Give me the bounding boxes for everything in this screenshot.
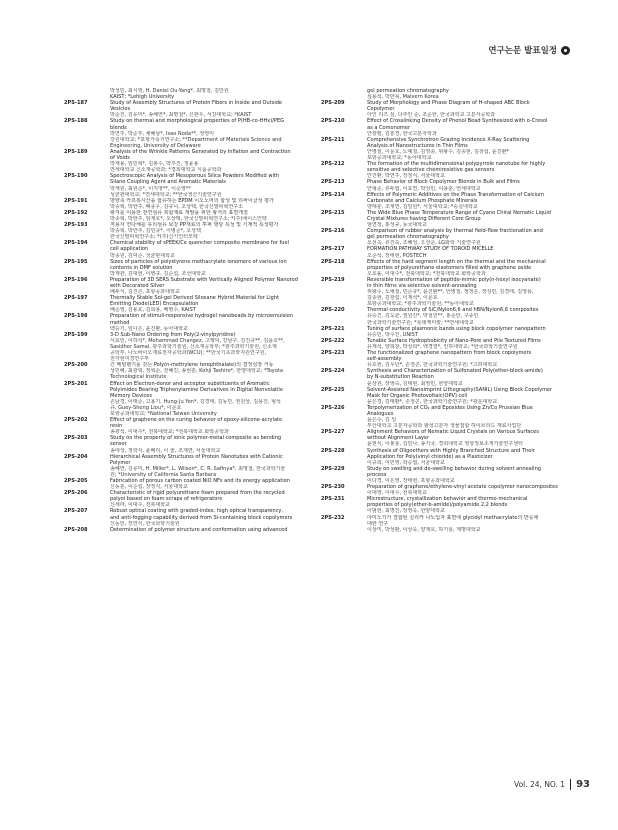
poster-code: 2PS-225: [321, 386, 345, 393]
poster-code: 2PS-204: [64, 453, 88, 460]
poster-code: 2PS-220: [321, 307, 345, 314]
title-line: Comparison of rubber analysis by thermal field-flow fractionation and: [367, 228, 543, 235]
author-line: 송혜연, 김유미, H. Miller*, L. Wilson*, C. R. Safinya*, 최명철, 한국과학기술: [110, 465, 286, 472]
schedule-entry: [321, 277, 573, 307]
title-line: FORMATION PATHWAY STUDY OF TOROID MICELLE: [367, 246, 494, 253]
title-line: Study on swelling and de-swelling behavior during solvent annealing: [367, 465, 541, 472]
author-line: 안진환, 박연주, 장정식, 서울대학교: [367, 173, 445, 180]
title-line: Analogues: [367, 410, 394, 417]
title-line: Mask for Organic Photovoltaic(OPV) cell: [367, 392, 468, 399]
schedule-entry: [321, 496, 573, 514]
author-line: 연세대학교 신소재공학과; *경희대학교 식품공학과: [110, 167, 222, 174]
poster-code: 2PS-191: [64, 197, 88, 204]
poster-code: 2PS-196: [64, 276, 88, 283]
poster-code: 2PS-227: [321, 429, 345, 436]
poster-code: 2PS-216: [321, 228, 345, 235]
poster-code: 2PS-205: [64, 478, 88, 484]
author-line: 포항공과대학교; *광주과학기술원; **동아대학교: [367, 301, 474, 308]
author-line: 아인 리즈 심, 다추안 순, 조준한, 한국과학교 고분자공학과: [367, 112, 496, 119]
author-line: 성균관대학교; *연세대학교; **한국생산기술연구원: [110, 191, 222, 198]
page-header: [488, 44, 570, 56]
schedule-entry: [321, 137, 573, 161]
title-line: Application for Poly(vinyl chloride) as a Plasticizer: [367, 453, 493, 460]
title-line: Synthesis of Oligoethers with Highly Branched Structure and Their: [367, 447, 535, 454]
title-line: Tuning of surface plasmonic bands using block copolymer nanopattern: [367, 325, 546, 332]
title-line: Polymer: [110, 459, 131, 466]
author-line: 송대성, 정학식, 윤배리, 이 술, 조재연, 서울대학교: [110, 447, 221, 454]
poster-code: 2PS-193: [64, 222, 88, 229]
poster-code: 2PS-219: [321, 276, 345, 283]
title-line: Preparation of graphene/ethylene-vinyl acetate copolymer nanocomposites: [367, 484, 558, 491]
author-line: 박종혁, 박한주, 김민규*, 이병준*, 오상택: [110, 228, 202, 235]
title-line: Crystal Mixtures having Different Core Group: [367, 215, 481, 222]
title-line: The Wide Blue Phase Temperature Range of Cyano Chiral Nematic Liquid: [367, 209, 551, 216]
title-line: Thermally Stable Sol-gel Derived Siloxane Hybrid Material for Light: [110, 295, 280, 302]
author-line: 전자현미경연구부: [110, 356, 150, 363]
title-line: by N-substitution Reaction: [367, 374, 434, 381]
title-line: Study on the property of ionic polymer-metal composite as bending: [110, 435, 282, 442]
volume-info: Vol. 24, NO. 1: [514, 780, 566, 789]
title-line: Determination of polymer structure and conformation using advanced: [110, 526, 288, 533]
title-line: Terpolymerization of CO₂ and Epoxides Using Zn/Co Prussian Blue: [367, 404, 533, 411]
poster-code: 2PS-230: [321, 484, 345, 491]
author-line: 박순진, 김유미*, 송혜연*, 최명철*, 신관우, 서강대학교; *KAIST: [110, 112, 252, 119]
title-line: with Decorated Silver: [110, 283, 165, 289]
author-line: 포항공과대학교; *동아대학교: [367, 155, 432, 162]
schedule-entry: [321, 448, 573, 466]
title-line: Silane Coupling Agent and Aromatic Materials: [110, 179, 226, 186]
author-line: Engineering, University of Delaware: [110, 142, 201, 149]
title-line: properties of polyurethane elastomers filled with graphene oxide: [367, 264, 532, 271]
title-line: 방향족 카르복시산을 함유하는 EPDM 이오노머의 합성 및 리싸이클성 평가: [110, 197, 274, 204]
schedule-entry: [64, 198, 316, 210]
author-line: 박종원, 김덕준, 성균관대학교: [110, 252, 175, 259]
title-line: sensor: [110, 441, 127, 448]
poster-code: 2PS-226: [321, 404, 345, 411]
poster-code: 2PS-213: [321, 179, 345, 186]
author-line: 유승민, 박수진, UNIST: [367, 331, 418, 338]
page-footer: [514, 779, 590, 790]
title-line: 대한 연구: [367, 520, 389, 527]
author-line: 심용석, 박한묵, Malvern Korea: [367, 94, 439, 101]
author-line: 이상미, 박성환, 이상욱, 양재호, 하기룡, 계명대학교: [367, 526, 481, 533]
title-line: in thin films via selective solvent-annealing: [367, 283, 477, 289]
poster-code: 2PS-199: [64, 331, 88, 338]
schedule-entry: [64, 277, 316, 295]
poster-code: 2PS-200: [64, 362, 88, 369]
title-line: polyol based on foam scraps of refrigerators: [110, 496, 223, 503]
author-line: 위왕수, 노예철, 민준규*, 윤진환**, 안병철, 정정운, 정성민, 김경태, 김영용,: [367, 289, 534, 296]
poster-code: 2PS-215: [321, 209, 345, 216]
title-line: Alignment Behaviors of Nematic Liquid Crystals on Various Surfaces: [367, 429, 539, 436]
title-line: 저용자 연다체를 유리섬유 보강 PP재료의 투퍼 탱탕 특성 및 기계적 특성평가: [110, 222, 279, 229]
title-line: Robust optical coating with graded-index, high optical transparency,: [110, 508, 283, 515]
author-line: 엄연정, 홍성규, 동국대학교: [367, 222, 428, 229]
poster-code: 2PS-195: [64, 258, 88, 265]
page-number: 93: [576, 779, 590, 790]
schedule-entry: [321, 118, 573, 136]
title-line: method: [110, 319, 130, 326]
poster-code: 2PS-188: [64, 118, 88, 125]
poster-code: 2PS-229: [321, 465, 345, 472]
title-line: Synthesis and Characterization of Sulfonated Poly(ether-block-amide): [367, 368, 543, 375]
title-line: properties of poly(ether-b-amide)/polyamide 2,2 blends: [367, 502, 508, 509]
author-line: 윤은수, 김 일: [367, 417, 397, 424]
title-line: and anti-fogging capability derived from Si-containing block copolymers: [110, 514, 293, 521]
poster-code: 2PS-232: [321, 514, 345, 521]
title-line: Solvent-Assisted Nanoimprint Lithography(SANIL) Using Block Copolymer: [367, 386, 553, 393]
poster-code: 2PS-222: [321, 337, 345, 344]
author-line: 포항공과대학교; *National Taiwan University: [110, 410, 217, 417]
title-line: gel permeation chromatography: [367, 88, 449, 94]
circle-bullet-icon: [561, 46, 570, 55]
poster-code: 2PS-192: [64, 209, 88, 216]
title-line: as a Comonomer: [367, 124, 411, 131]
title-line: Effects of Polymeric Additives on the Phase Transformation of Calcium: [367, 191, 545, 198]
title-line: Spectroscopic Analysis of Mesoporous Silica Powders Modified with: [110, 173, 280, 180]
title-line: 왕겨를 이용한 천연섬유 복합재료 개발을 위한 왕겨의 표면개질: [110, 209, 248, 216]
schedule-entry: [321, 405, 573, 429]
author-line: 박종혁, 박한주, 배종우, 김규니, 오상택, 한국신발피혁연구소: [110, 203, 244, 210]
schedule-entry: [321, 515, 573, 533]
poster-code: 2PS-224: [321, 368, 345, 375]
schedule-entry: [321, 484, 573, 496]
schedule-entry: [64, 222, 316, 240]
poster-code: 2PS-201: [64, 380, 88, 387]
schedule-entry: [321, 100, 573, 118]
schedule-entry: [64, 332, 316, 362]
schedule-entry: [64, 362, 316, 380]
author-line: 박재용, 임민혁*, 김봉수, 박후진, 정윤용: [110, 161, 199, 168]
schedule-entry: [64, 295, 316, 313]
poster-code: 2PS-197: [64, 295, 88, 302]
author-line: 박연주, 박준후, 채혜남*, Isao Noda**, 정영미: [110, 130, 214, 137]
title-line: resin: [110, 423, 123, 430]
poster-code: 2PS-211: [321, 136, 345, 143]
title-line: Hierarchical Assembly Structures of Protein Nanotubes with Cationic: [110, 453, 283, 460]
author-line: 원; *University of California Santa Barbara: [110, 471, 217, 478]
schedule-entry: [321, 429, 573, 447]
author-line: 신동민, 장연식, 한국과학기술원: [110, 520, 180, 527]
footer-divider: [570, 779, 571, 790]
schedule-entry: [321, 368, 573, 386]
title-line: The formation of the multidimensional polypyrrole nanotube for highly: [367, 161, 546, 168]
poster-code: 2PS-212: [321, 161, 345, 168]
title-line: The functionalized graphene nanopattern from block copolymers: [367, 350, 532, 357]
schedule-entry: [321, 387, 573, 405]
right-column: [321, 88, 573, 533]
schedule-entry: [64, 381, 316, 418]
author-line: 배두식, 김진곤, 포항공과대학교: [110, 289, 180, 296]
poster-code: 2PS-214: [321, 191, 345, 198]
author-line: 이대영, 이대수, 전북대학교: [367, 490, 428, 497]
schedule-entry: [64, 149, 316, 173]
schedule-entry: [321, 161, 573, 179]
schedule-entry: [321, 307, 573, 325]
schedule-entry: [321, 179, 573, 191]
schedule-entry: [64, 527, 316, 533]
title-line: cell application: [110, 246, 149, 253]
title-line: Study of Morphology and Phase Diagram of H-shaped ABC Block: [367, 100, 530, 107]
title-line: Emitting Diode(LED) Encapsulation: [110, 301, 199, 308]
poster-code: 2PS-207: [64, 508, 88, 515]
schedule-entry: [64, 435, 316, 453]
title-line: Preparation of 3D SERS Substrate with Vertically Aligned Polymer Nanorod: [110, 276, 298, 283]
schedule-entry: [321, 326, 573, 338]
poster-code: 2PS-217: [321, 246, 345, 253]
poster-code: 2PS-189: [64, 148, 88, 155]
poster-code: 2PS-194: [64, 240, 88, 247]
author-line: 오선옥, 류진숙, 조혜성, 오성준, LG화학 기술연구원: [367, 240, 481, 247]
poster-code: 2PS-209: [321, 100, 345, 107]
title-line: Analysis of the Wrinkle Patterns Generated by Inflation and Contraction: [110, 148, 291, 155]
author-line: 박성민, 최시영, H. Daniel Ou-Yang*, 최명철, 김만원: [110, 88, 229, 94]
schedule-entry: [64, 508, 316, 526]
schedule-entry: [321, 192, 573, 210]
poster-code: 2PS-228: [321, 447, 345, 454]
author-line: 신세라, 이대수, 전북대학교: [110, 502, 171, 509]
poster-code: 2PS-206: [64, 490, 88, 497]
author-line: 오호률, 이대수*, 전북대학교; *전북대학교 화학공학과: [367, 270, 486, 277]
author-line: 이다경, 이은영, 장태현, 포항공과대학교: [367, 478, 455, 484]
title-line: without Alignment Layer: [367, 435, 430, 442]
title-line: Tunable Surface Hydrophobicity of Nano-Pore and Pile Textured Films: [367, 337, 541, 344]
title-line: Microstructure, crystallization behavior and thermo-mechanical: [367, 496, 528, 503]
schedule-entry: [64, 417, 316, 435]
author-line: 공학부, 나노바이오재료전자공학과(WCU); **한국기초과학지원연구원,: [110, 350, 267, 357]
title-line: Effect of Crosslinking Density of Phenol Bead Synthesized with o-Cresol: [367, 118, 548, 125]
author-line: 성민혜, 최광혁, 정혁순, 전혜진, 송현훈, Kohji Tashiro*, 한양대학교; *Toyota: [110, 368, 283, 375]
title-line: Chemical stability of sPEEK/Ce quencher composite membrane for fuel: [110, 240, 289, 247]
author-line: Sasidher Samal, 광주과학기술원, 신소재공학부; *광주과학기술원, 신소재: [110, 343, 277, 350]
title-line: gel permeation chromatography: [367, 234, 449, 241]
title-line: Fabrication of porous carbon coated NiO NFs and its energy application: [110, 478, 290, 484]
title-line: Study of Assembly Structures of Protein Fibers in Inside and Outside: [110, 100, 283, 107]
schedule-entry: [64, 118, 316, 148]
title-line: 아미노기가 결합된 실리카 나노입자 표면에 glycidyl methacrylate의 반응에: [367, 514, 539, 521]
title-line: Reversible transformation of peptide-mimic poly(n-hexyl isocyanate): [367, 276, 541, 283]
schedule-entry: [64, 454, 316, 478]
schedule-entry: [64, 100, 316, 118]
author-line: 박재원, 최원준*, 이지영**, 이준영**: [110, 185, 191, 192]
poster-code: 2PS-221: [321, 325, 345, 332]
title-line: of Voids: [110, 155, 130, 162]
author-line: 배준영, 김용호, 김희용, 배병수, KAIST: [110, 307, 196, 314]
author-line: 안병철, 이문호, 노예철, 김영종, 위왕수, 김종현, 김창섭, 윤진환*: [367, 148, 509, 155]
author-line: 규, Guey-Sheng Liou*, 이문호: [110, 404, 182, 411]
author-line: 박재관, 김대현, 이병규, 김준섭, 조선대학교: [110, 270, 206, 277]
poster-code: 2PS-218: [321, 258, 345, 265]
schedule-entry: [321, 338, 573, 350]
title-line: process: [367, 471, 387, 478]
title-line: Preparation of stimuli-responsive hydrogel nanobeads by microemulsion: [110, 313, 293, 320]
title-line: Analysis of Nanostructures in Thin Films: [367, 142, 468, 149]
poster-code: 2PS-223: [321, 350, 345, 357]
author-line: 윤현식, 이봉룡, 김민나, 송기국, 경희대학교 영상정보소재기술연구센터: [367, 441, 523, 448]
title-line: Copolymer: [367, 106, 395, 113]
title-line: self-assembly: [367, 356, 402, 363]
author-line: 유승건, 김도균, 권원진*, 박철민**, 홍순만, 구종민: [367, 313, 479, 320]
author-line: 한국신발피혁연구소; *(주)신기인터모텍: [110, 234, 198, 241]
title-line: Characteristic of rigid polyurethane foam prepared from the recycled: [110, 490, 285, 497]
title-line: Carbonate and Calcium Phosphate Minerals: [367, 197, 478, 204]
author-line: 김종현, 김창섭, 이재석*, 이문호: [367, 295, 438, 302]
author-line: 한국과학기술연구원; *롯데케미칼; **연세대학교: [367, 319, 474, 326]
title-line: KAIST; *Lehigh University: [110, 94, 175, 101]
author-line: 박종혁, 박한주, 임재호*, 오상택, 한국신발피혁연구소; *(주)에이스인텍: [110, 215, 267, 222]
title-line: Effect of graphene on the curing behavior of epoxy-silicone-acrylate: [110, 417, 283, 424]
author-line: 이범현, 최명진, 장영욱, 한양대학교: [367, 508, 445, 515]
title-line: Memory Devices: [110, 392, 153, 399]
schedule-entry: [321, 88, 573, 100]
author-line: 백승기, 임디은, 윤진환, 동아대학교: [110, 325, 188, 332]
author-line: 오준석, 장태현, POSTECH: [367, 252, 427, 259]
schedule-entry: [64, 240, 316, 258]
author-line: 강원대학교; *포항가속기연구소; **Department of Materials Science and: [110, 136, 282, 143]
title-line: 3-D Sub-Nano Ordering from Poly(2-vinylpyridine): [110, 331, 236, 338]
author-line: 송광석, 이대수*, 전북대학교; *전북대학교 화학공학과: [110, 429, 229, 436]
author-line: 유재석, 양희창, 박상희*, 백경열*, 인하대학교; *한국과학기술연구원: [367, 343, 518, 350]
poster-code: 2PS-198: [64, 313, 88, 320]
title-line: Study on thermal and morphological properties of P(HB-co-HHx)/PEG: [110, 118, 285, 125]
author-line: 유호현, 김우년*, 손정곤, 한국과학기술연구원; *고려대학교: [367, 362, 498, 369]
author-line: 손남경, 이태준, 고용기, Hung-Ju Yen*, 김경태, 김동민, 권원상, 김용진, 형석: [110, 398, 281, 405]
section-title: 연구논문 발표일정: [488, 46, 557, 56]
author-line: 윤은경, 김태환*, 손정곤, 한국과학기술연구원; *광운대학교: [367, 398, 498, 405]
schedule-entry: [321, 246, 573, 258]
author-line: 부산대학교 고분자공학과 할성고분자 생물접합 하이브리드 재료사업단: [367, 423, 522, 430]
title-line: blends: [110, 124, 127, 131]
author-line: 이규희, 이민영, 곽승엽, 서울대학교: [367, 459, 445, 466]
left-column: [64, 88, 316, 533]
poster-code: 2PS-187: [64, 100, 88, 107]
author-line: 서효민, 이하석*, Mohammad Changez, 고행덕, 강남구, 김진규**, 김윤호**,: [110, 337, 285, 344]
author-line: 윤상원, 장영숙, 김태현, 최영민, 한양대학교: [367, 380, 463, 387]
schedule-entry: [64, 173, 316, 197]
schedule-entry: [64, 490, 316, 508]
author-line: 안광렬, 김흥경, 한국고분자학과: [367, 130, 437, 137]
schedule-entry: [64, 259, 316, 277]
schedule-entry: [64, 210, 316, 222]
schedule-entry: [321, 210, 573, 228]
poster-code: 2PS-190: [64, 173, 88, 180]
schedule-entry: [64, 313, 316, 331]
title-line: Vesicles: [110, 106, 131, 113]
title-line: Polyimides Bearing Triphenylamine Derivatives in Digital Nonvolatile: [110, 386, 283, 393]
schedule-entry: [64, 478, 316, 490]
title-line: contents in DMF solution: [110, 264, 173, 271]
poster-code: 2PS-210: [321, 118, 345, 125]
poster-code: 2PS-202: [64, 417, 88, 424]
title-line: Sizes of particles of polystyrene methacrylate ionomers of various ion: [110, 258, 287, 265]
schedule-entry: [321, 350, 573, 368]
author-line: 안형준, 류두엽, 이효연, 박성민, 이용훈, 연세대학교: [367, 185, 481, 192]
title-line: Comprehensive Synchrotron Grazing Incidence X-Ray Scattering: [367, 136, 530, 143]
title-line: Thermal conductivity of SiC/Nylon6,6 and hBN/Nylon6,6 composites: [367, 307, 539, 314]
poster-code: 2PS-231: [321, 496, 345, 503]
schedule-entry: [321, 228, 573, 246]
title-line: sensitive and selective chemiresistive gas sensors: [367, 167, 495, 174]
schedule-entry: [321, 466, 573, 484]
schedule-entry: [64, 88, 316, 100]
title-line: 긴 메틸렌기를 갖는 Poly(n-methylene terephthalate)의 결정성장 거동: [110, 362, 274, 369]
author-line: 양태훈, 조재연, 김일원*, 서울대학교; *숭실대학교: [367, 203, 478, 210]
title-line: Phase Behavior of Block Copolymer Blends in Bulk and Films: [367, 179, 520, 186]
title-line: Effects of the hard segment length on the thermal and the mechanical: [367, 258, 546, 265]
poster-code: 2PS-208: [64, 526, 88, 533]
poster-code: 2PS-203: [64, 435, 88, 442]
title-line: Effect on Electron-donor and acceptor substituents of Aromatic: [110, 380, 270, 387]
schedule-entry: [321, 259, 573, 277]
author-line: Technological Institute: [110, 374, 167, 381]
author-line: 신동훈, 이준섭, 장정식, 서울대학교: [110, 484, 188, 491]
